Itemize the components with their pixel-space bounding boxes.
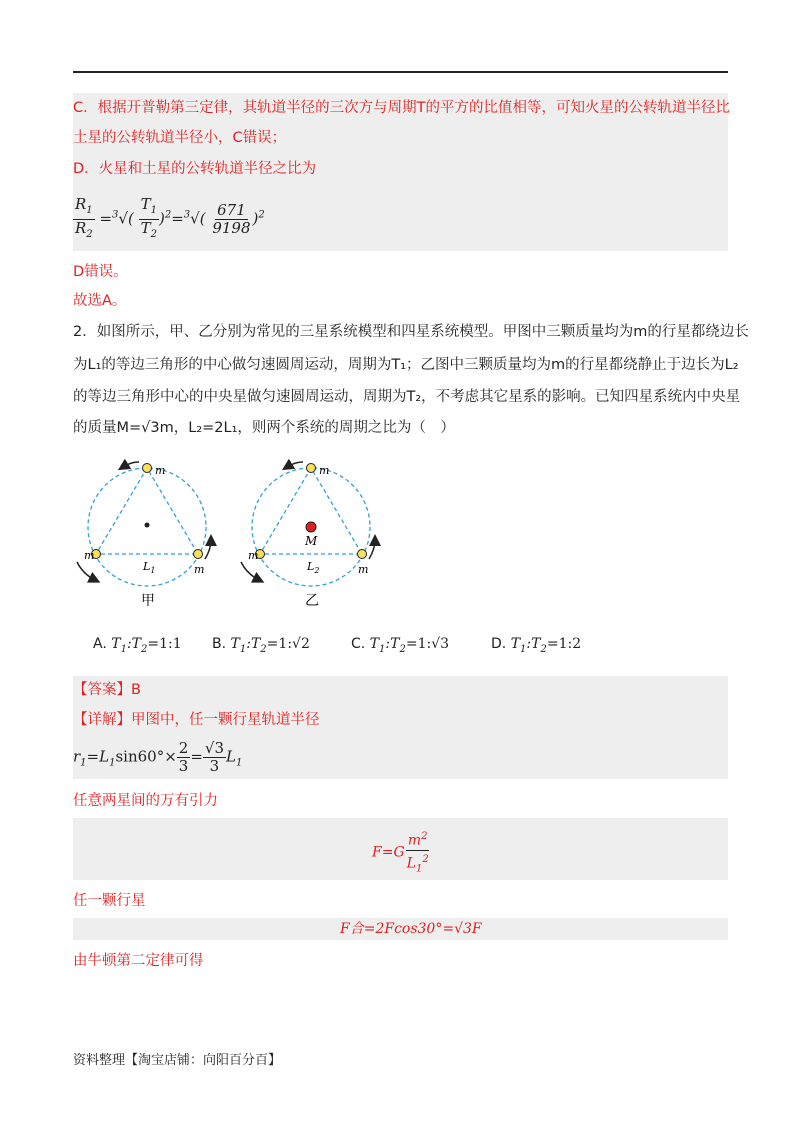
planet-right-yi xyxy=(358,550,367,559)
footer-source: 资料整理【淘宝店铺：向阳百分百】 xyxy=(73,1053,282,1068)
arrow-left-yi xyxy=(241,562,259,580)
figure-jia xyxy=(77,462,211,609)
resultant-force-formula: F合=2Fcos30°=√3F xyxy=(340,921,482,937)
option-a[interactable]: A. $T_1:T_2=1:1$ xyxy=(93,636,182,655)
question-2-line-1: 2．如图所示，甲、乙分别为常见的三星系统模型和四星系统模型。甲图中三颗质量均为m的行星都绕边长 xyxy=(73,324,749,340)
question-2-line-2: 为L₁的等边三角形的中心做匀速圆周运动，周期为T₁；乙图中三颗质量均为m的行星都绕静止于边长为L₂ xyxy=(73,357,739,373)
label-side-yi: $L_2$ xyxy=(307,560,320,575)
arrow-top-yi xyxy=(287,462,303,467)
question-2-line-3: 的等边三角形中心的中央星做匀速圆周运动，周期为T₂，不考虑其它星系的影响。已知四星系统内中央星 xyxy=(73,389,741,405)
arrow-top-jia xyxy=(123,462,139,467)
triangle-jia xyxy=(96,468,198,554)
question-2-line-4: 的质量M=√3m，L₂=2L₁，则两个系统的周期之比为（ ） xyxy=(73,420,455,436)
option-d-explain: D．火星和土星的公转轨道半径之比为 xyxy=(73,161,317,177)
header-rule xyxy=(73,71,728,73)
arrow-right-jia xyxy=(205,540,211,559)
caption-yi: 乙 xyxy=(305,593,319,609)
label-m-left-yi: m xyxy=(248,549,259,562)
newton-label: 由牛顿第二定律可得 xyxy=(73,953,204,969)
option-b[interactable]: B. $T_1:T_2=1:√2$ xyxy=(212,636,310,655)
planet-top-yi xyxy=(307,464,316,473)
planet-right-jia xyxy=(194,550,203,559)
label-m-right-yi: m xyxy=(358,563,369,576)
caption-jia: 甲 xyxy=(141,593,155,609)
central-star-yi xyxy=(306,522,316,532)
detail-intro: 【详解】甲图中，任一颗行星轨道半径 xyxy=(73,712,320,728)
label-m-left-jia: m xyxy=(84,549,95,562)
option-d[interactable]: D. $T_1:T_2=1:2$ xyxy=(491,636,582,655)
radius-ratio-formula: $\frac{R_1}{R_2}$ =$^3$√( $\frac{T_1}{T_2}$ )$^2$=$^3$√( $\frac{671}{9198}$ )$^2$ xyxy=(75,195,265,240)
center-dot-jia xyxy=(145,523,150,528)
label-side-jia: $L_1$ xyxy=(143,560,156,575)
figure-yi xyxy=(241,462,375,609)
arrow-left-jia xyxy=(77,562,95,580)
orbit-radius-formula: $r_1=L_1\sin 60^\circ\times$ $\frac{2}{3}$ = $\frac{√3}{3}$ $L_1$ xyxy=(73,739,243,775)
planet-top-jia xyxy=(143,464,152,473)
gravity-label: 任意两星间的万有引力 xyxy=(73,793,218,809)
label-m-right-jia: m xyxy=(194,563,205,576)
label-m-top-yi: m xyxy=(319,464,330,477)
any-planet-label: 任一颗行星 xyxy=(73,893,146,909)
choose-a: 故选A。 xyxy=(73,293,127,309)
gravity-formula: F=G $\frac{m^2}{L_1^2}$ xyxy=(372,828,431,877)
option-c-explain-2: 土星的公转轨道半径小，C错误； xyxy=(73,130,287,146)
star-system-figure xyxy=(73,452,403,617)
option-c[interactable]: C. $T_1:T_2=1:√3$ xyxy=(351,636,450,655)
answer-label: 【答案】B xyxy=(73,682,141,698)
label-center-yi: M xyxy=(305,534,318,548)
label-m-top-jia: m xyxy=(155,464,166,477)
d-wrong: D错误。 xyxy=(73,264,128,280)
option-c-explain-1: C．根据开普勒第三定律，其轨道半径的三次方与周期T的平方的比值相等，可知火星的公转轨道半径比 xyxy=(73,100,730,116)
arrow-right-yi xyxy=(369,540,375,559)
